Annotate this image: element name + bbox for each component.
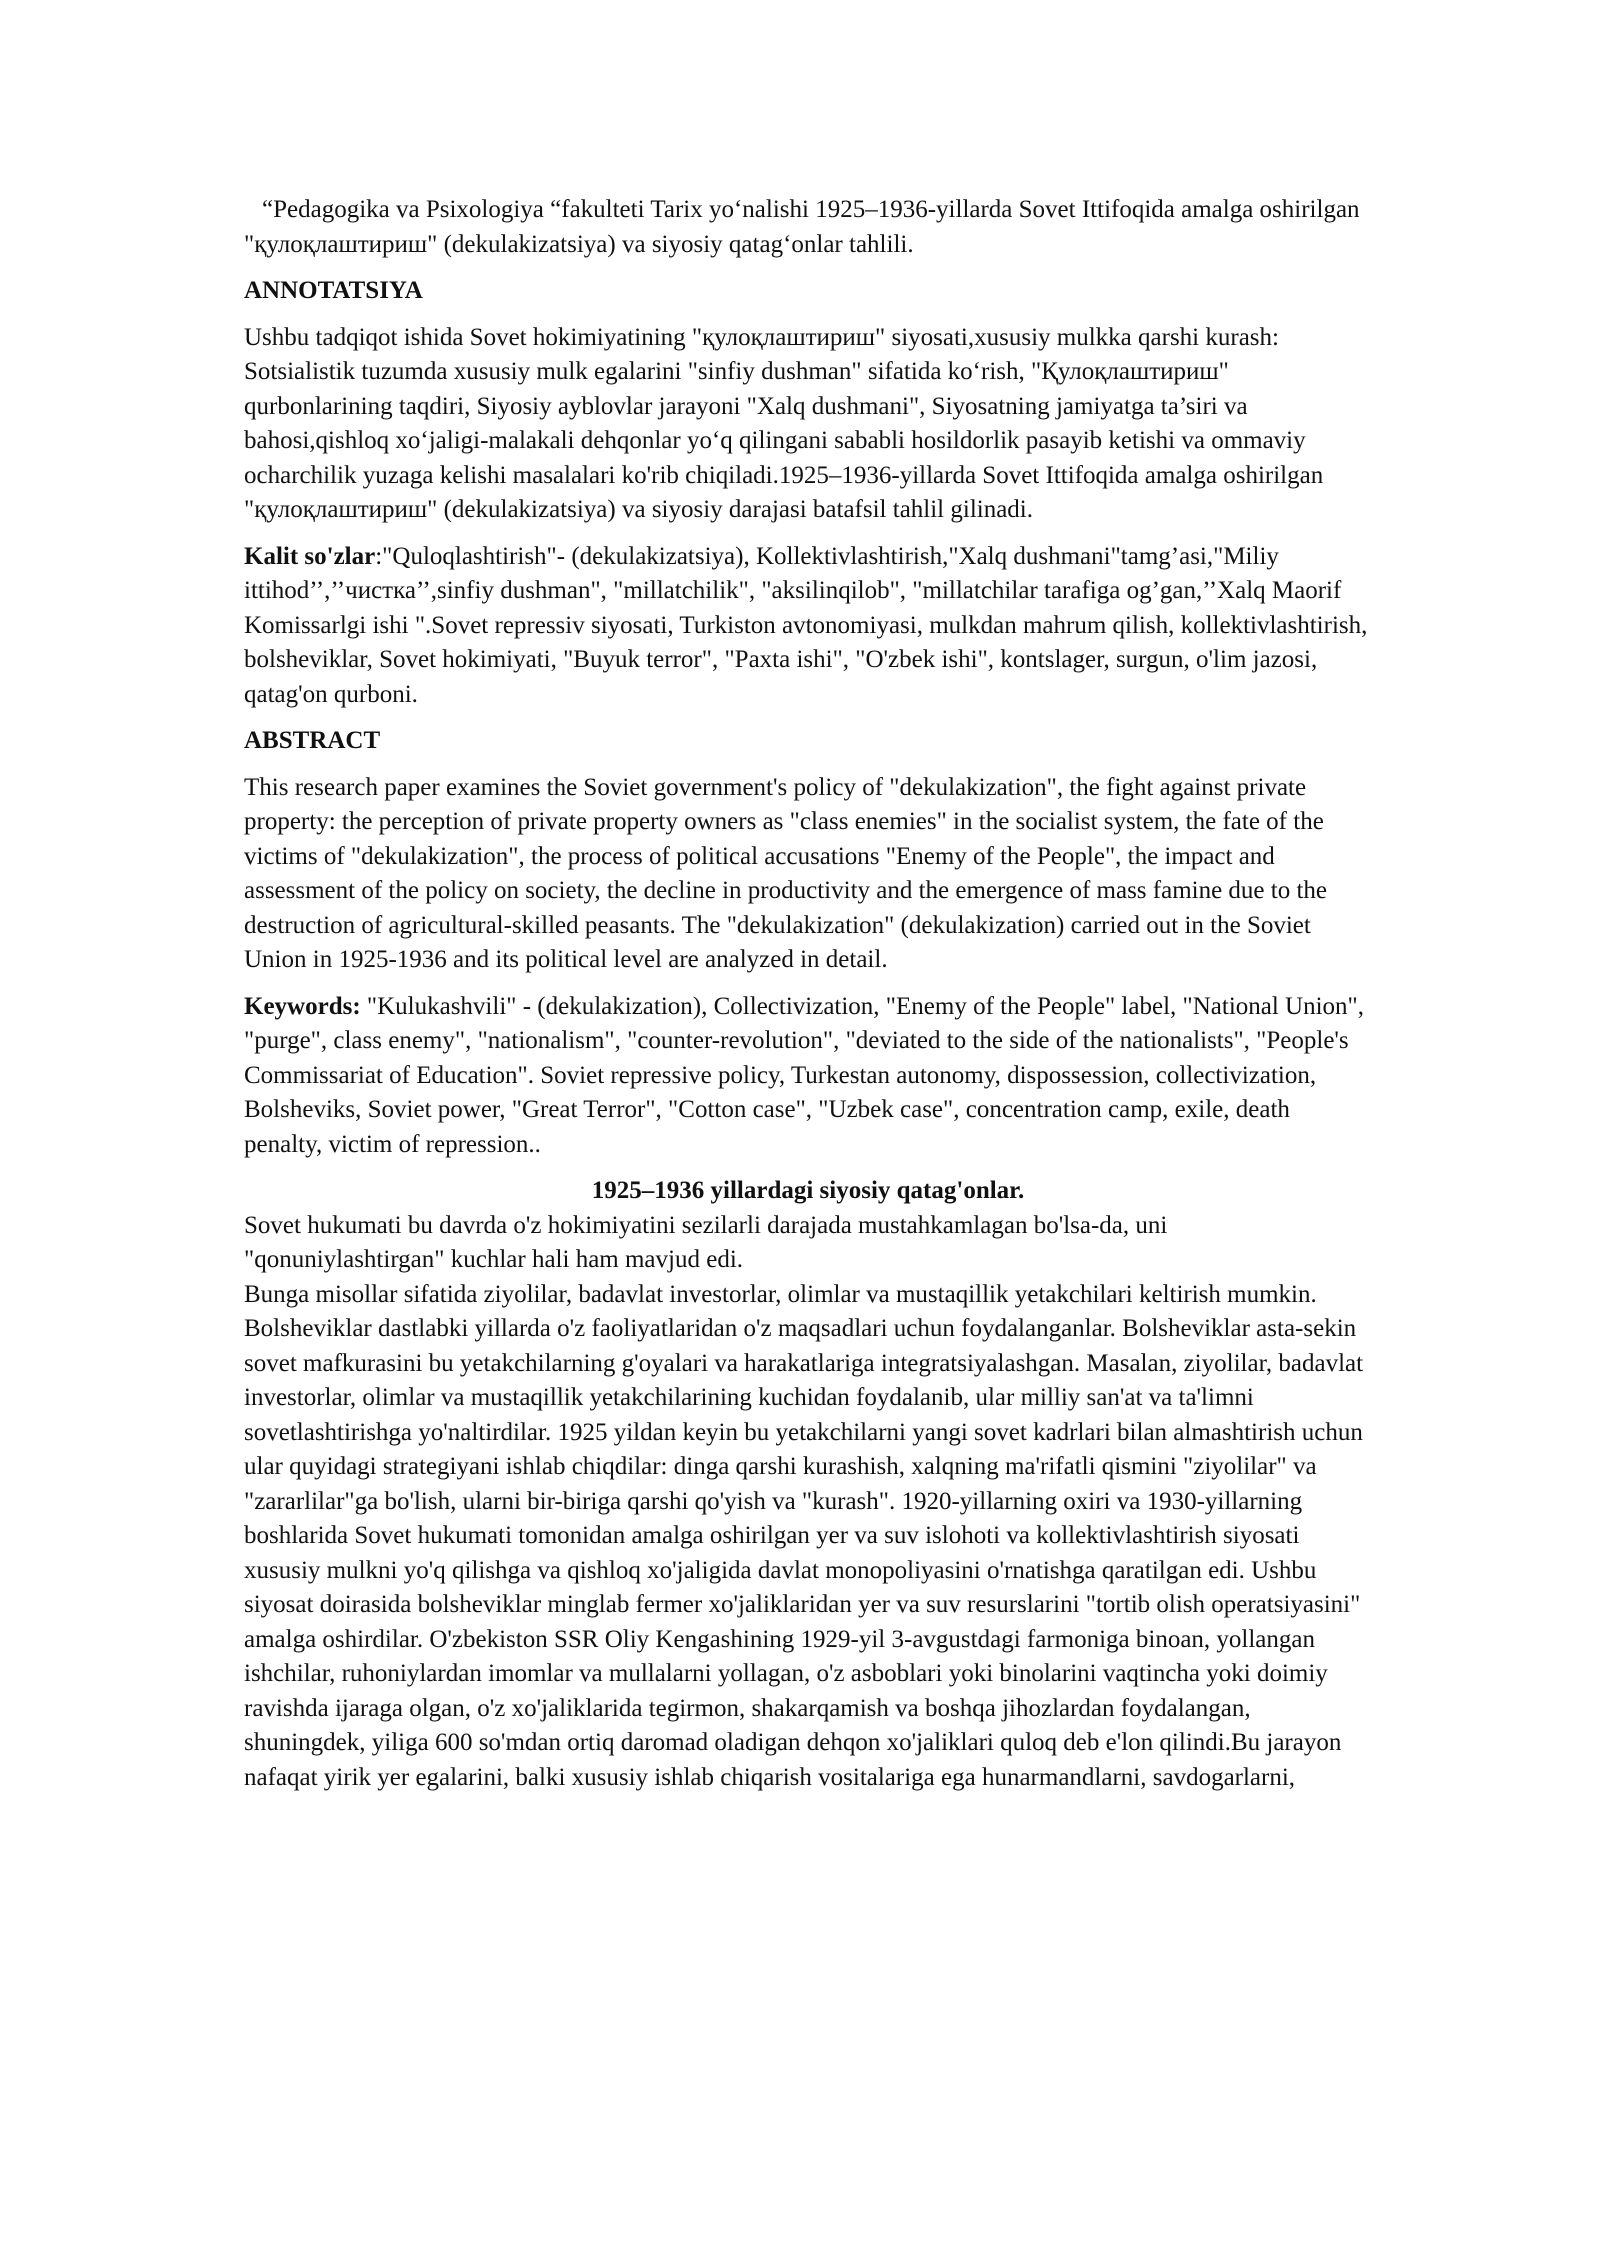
document-title: “Pedagogika va Psixologiya “fakulteti Tarix yo‘nalishi 1925–1936-yillarda Sovet Ittifoqida amalga oshirilgan "қулоқлаштириш" (dekulakizatsiya) va siyosiy qatag‘onlar tahlili. xyxy=(244,196,1360,258)
kalit-sozlar-text: :"Quloqlashtirish"- (dekulakizatsiya), Kollektivlashtirish,"Xalq dushmani"tamg’asi,"Miliy ittihod’’,’’чистка’’,sinfiy dushman", "millatchilik", "aksilinqilob", "millatchilar tarafiga og’gan,’’Xalq Maorif Komissarlgi ishi ".Sovet repressiv siyosati, Turkiston avtonomiyasi, mulkdan mahrum qilish, kollektivlashtirish, bolsheviklar, Sovet hokimiyati, "Buyuk terror", "Paxta ishi", "O'zbek ishi", kontslager, surgun, o'lim jazosi, qatag'on qurboni. xyxy=(244,542,1368,708)
abstract-heading: ABSTRACT xyxy=(244,727,381,754)
kalit-sozlar-paragraph xyxy=(244,540,1372,713)
section-paragraph-1: Sovet hukumati bu davrda o'z hokimiyatini sezilarli darajada mustahkamlagan bo'lsa-da, uni "qonuniylashtirgan" kuchlar hali ham mavjud edi. xyxy=(244,1211,1168,1273)
annotatsiya-text: Ushbu tadqiqot ishida Sovet hokimiyatining "қулоқлаштириш" siyosati,xususiy mulkka qarshi kurash: Sotsialistik tuzumda xususiy mulk egalarini "sinfiy dushman" sifatida ko‘rish, "Қулоқлаштириш" qurbonlarining taqdiri, Siyosiy ayblovlar jarayoni "Xalq dushmani", Siyosatning jamiyatga ta’siri va bahosi,qishloq xo‘jaligi-malakali dehqonlar yo‘q qilingani sababli hosildorlik pasayib ketishi va ommaviy ocharchilik yuzaga kelishi masalalari ko'rib chiqiladi.1925–1936-yillarda Sovet Ittifoqida amalga oshirilgan "қулоқлаштириш" (dekulakizatsiya) va siyosiy darajasi batafsil tahlil gilinadi. xyxy=(244,323,1324,523)
keywords-text: "Kulukashvili" - (dekulakization), Collectivization, "Enemy of the People" label, "National Union", "purge", class enemy", "nationalism", "counter-revolution", "deviated to the side of the nationalists", "People's Commissariat of Education". Soviet repressive policy, Turkestan autonomy, dispossession, collectivization, Bolsheviks, Soviet power, "Great Terror", "Cotton case", "Uzbek case", concentration camp, exile, death penalty, victim of repression.. xyxy=(244,992,1365,1158)
section-body xyxy=(244,1174,1372,1795)
section-paragraph-2: Bunga misollar sifatida ziyolilar, badavlat investorlar, olimlar va mustaqillik yetakchilari keltirish mumkin. Bolsheviklar dastlabki yillarda o'z faoliyatlaridan o'z maqsadlari uchun foydalanganlar. Bolsheviklar asta-sekin sovet mafkurasini bu yetakchilarning g'oyalari va harakatlariga integratsiyalashgan. Masalan, ziyolilar, badavlat investorlar, olimlar va mustaqillik yetakchilarining kuchidan foydalanib, ular milliy san'at va ta'limni sovetlashtirishga yo'naltirdilar. 1925 yildan keyin bu yetakchilarni yangi sovet kadrlari bilan almashtirish uchun ular quyidagi strategiyani ishlab chiqdilar: dinga qarshi kurashish, xalqning ma'rifatli qismini "ziyolilar" va "zararlilar"ga bo'lish, ularni bir-biriga qarshi qo'yish va "kurash". 1920-yillarning oxiri va 1930-yillarning boshlarida Sovet hukumati tomonidan amalga oshirilgan yer va suv islohoti va kollektivlashtirish siyosati xususiy mulkni yo'q qilishga va qishloq xo'jaligida davlat monopoliyasini o'rnatishga qaratilgan edi. Ushbu siyosat doirasida bolsheviklar minglab fermer xo'jaliklaridan yer va suv resurslarini "tortib olish operatsiyasini" amalga oshirdilar. O'zbekiston SSR Oliy Kengashining 1929-yil 3-avgustdagi farmoniga binoan, yollangan ishchilar, ruhoniylardan imomlar va mullalarni yollagan, o'z asboblari yoki binolarini vaqtincha yoki doimiy ravishda ijaraga olgan, o'z xo'jaliklarida tegirmon, shakarqamish va boshqa jihozlardan foydalangan, shuningdek, yiliga 600 so'mdan ortiq daromad oladigan dehqon xo'jaliklari quloq deb e'lon qilindi.Bu jarayon nafaqat yirik yer egalarini, balki xususiy ishlab chiqarish vositalariga ega hunarmandlarni, savdogarlarni, xyxy=(244,1280,1364,1791)
keywords-paragraph xyxy=(244,990,1372,1163)
kalit-sozlar-label: Kalit so'zlar xyxy=(244,542,376,570)
annotatsiya-heading: ANNOTATSIYA xyxy=(244,277,423,304)
section-heading: 1925–1936 yillardagi siyosiy qatag'onlar. xyxy=(591,1177,1025,1204)
keywords-label: Keywords: xyxy=(244,992,361,1020)
abstract-text: This research paper examines the Soviet government's policy of "dekulakization", the fight against private property: the perception of private property owners as "class enemies" in the socialist system, the fate of the victims of "dekulakization", the process of political accusations "Enemy of the People", the impact and assessment of the policy on society, the decline in productivity and the emergence of mass famine due to the destruction of agricultural-skilled peasants. The "dekulakization" (dekulakization) carried out in the Soviet Union in 1925-1936 and its political level are analyzed in detail. xyxy=(244,773,1328,973)
document-page xyxy=(244,193,1372,1795)
